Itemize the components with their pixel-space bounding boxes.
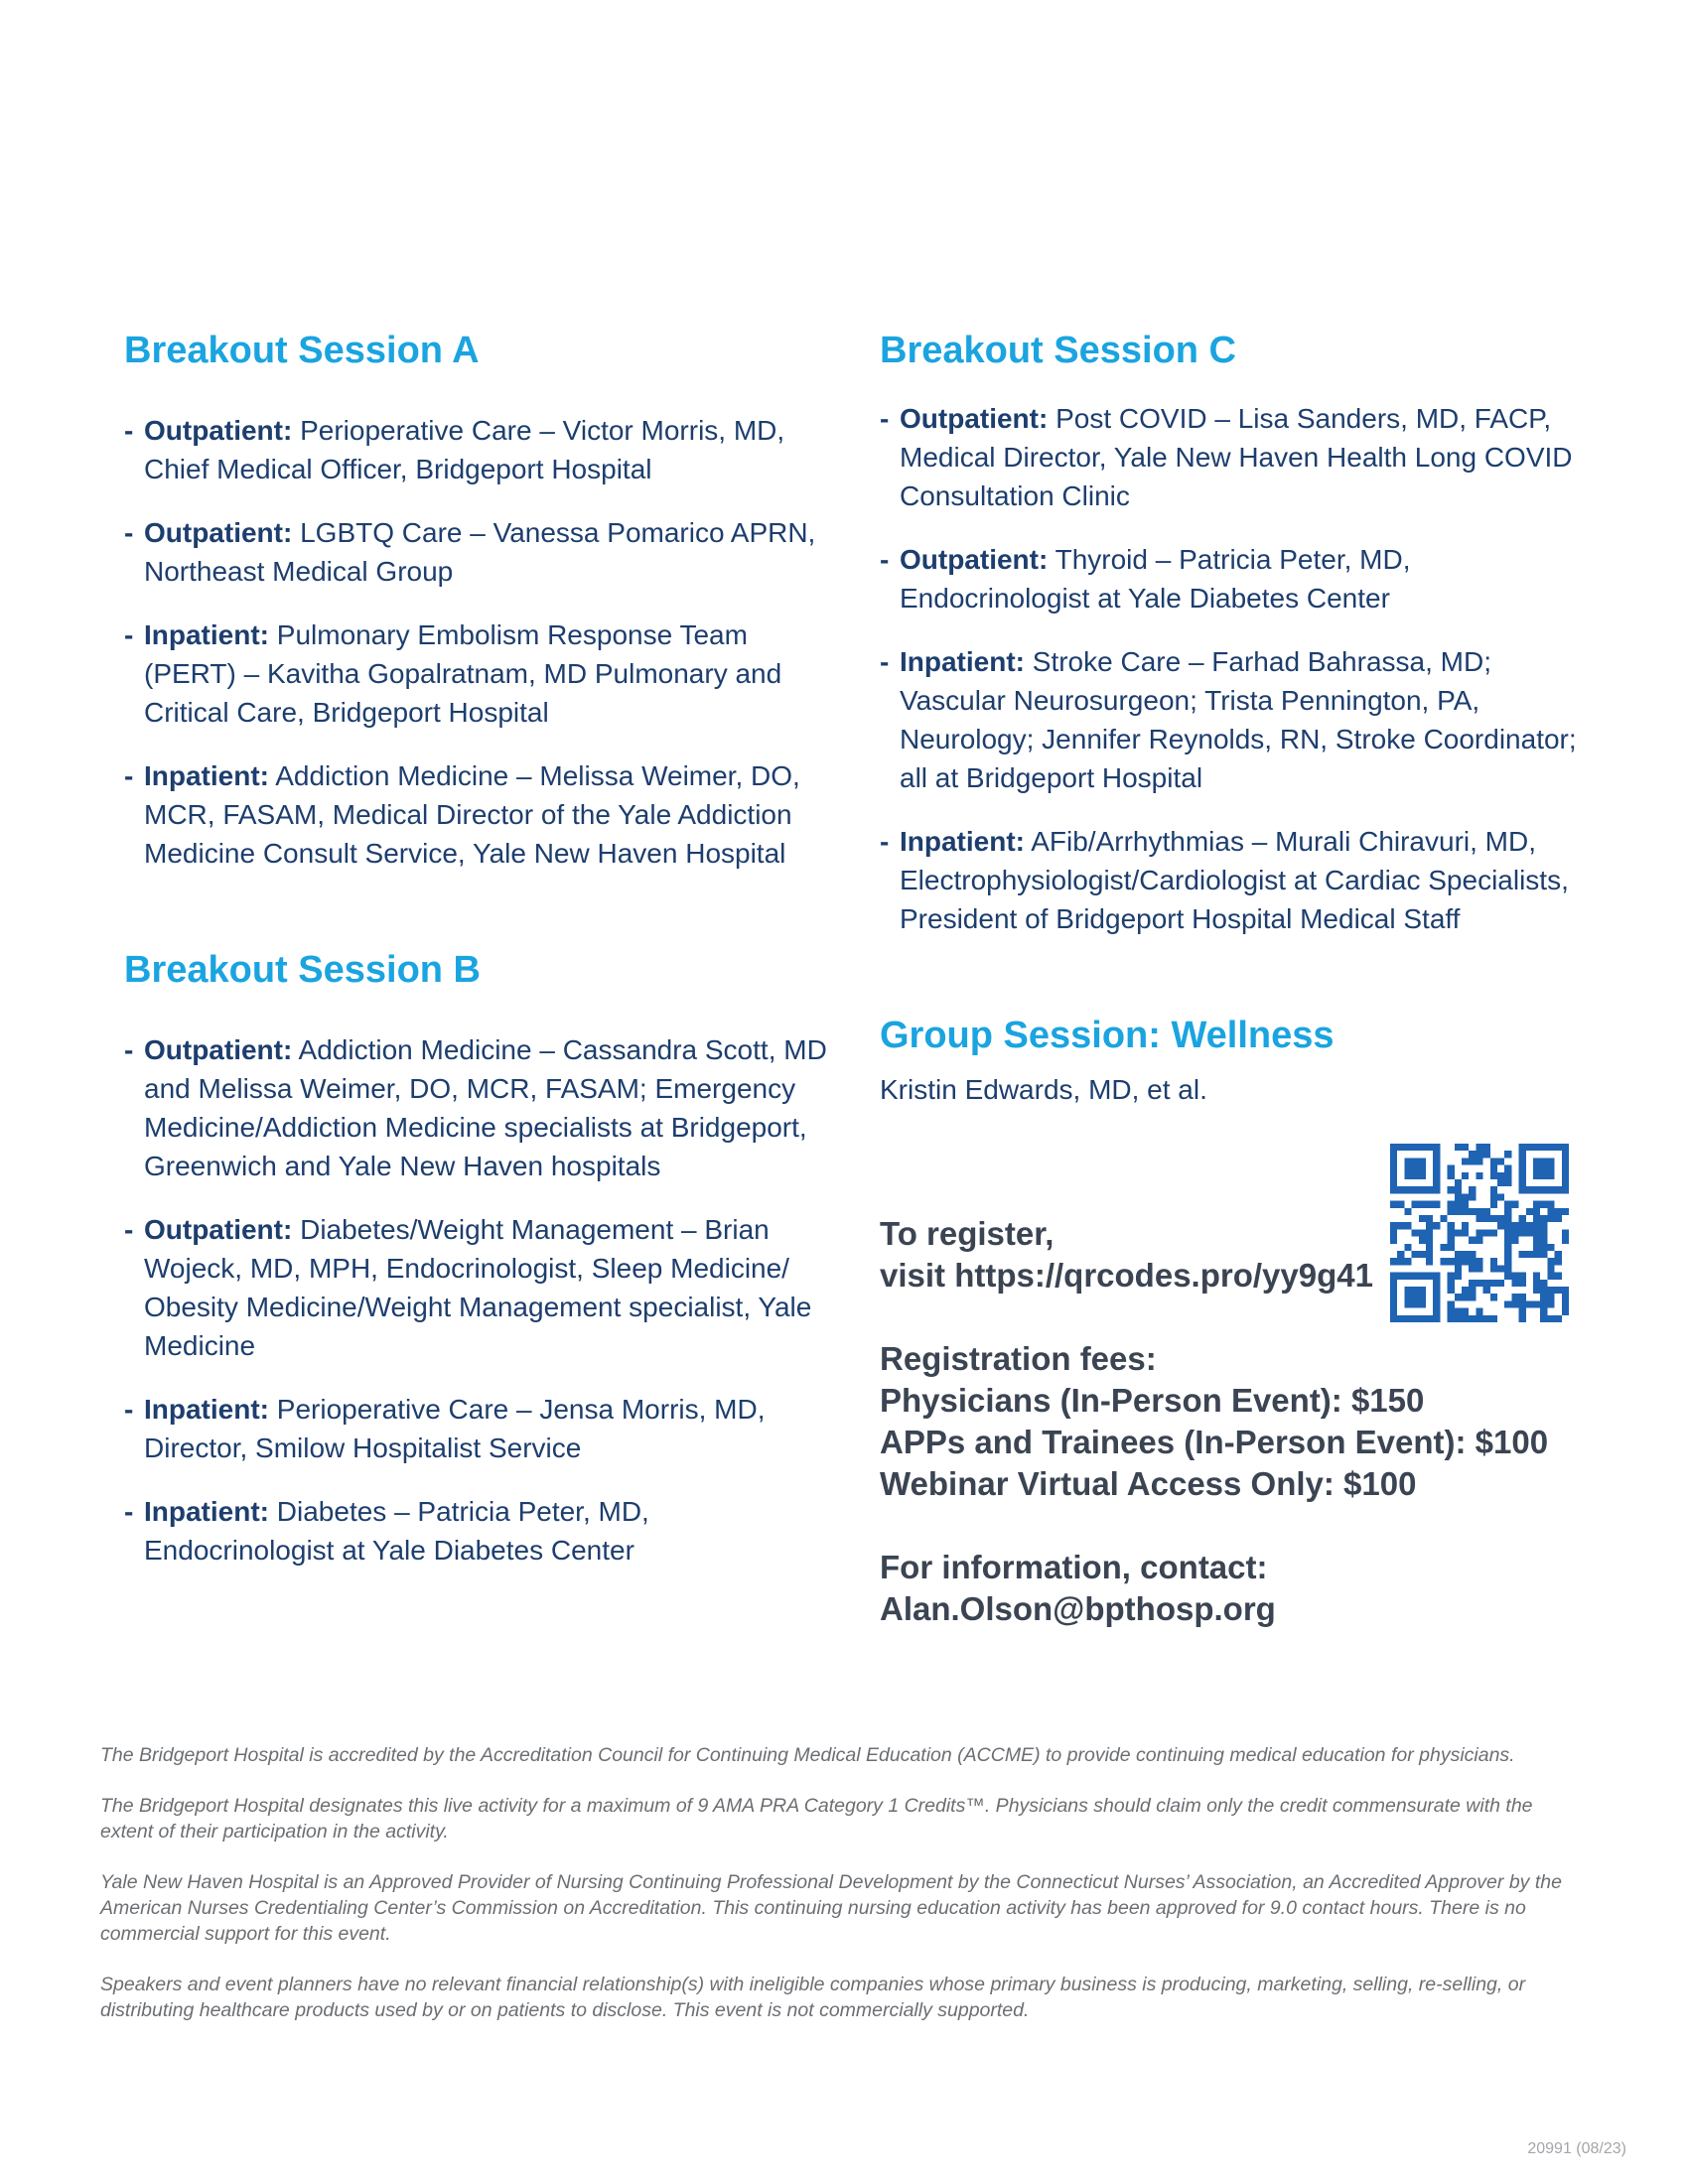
- list-item: [124, 1390, 839, 1467]
- breakout-session-c: [880, 328, 1595, 938]
- list-item: [124, 1210, 839, 1365]
- item-category: Inpatient:: [144, 760, 269, 791]
- register-url-link[interactable]: visit https://qrcodes.pro/yy9g41: [880, 1257, 1373, 1294]
- item-category: Outpatient:: [144, 1214, 293, 1245]
- item-category: Outpatient:: [900, 544, 1049, 575]
- disclaimer-paragraph: Speakers and event planners have no relevant financial relationship(s) with ineligible companies whose primary business is producing, marketing, selling, re-selling, or distributing healthcare products used by or on patients to disclose. This event is not commercially supported.: [100, 1974, 1526, 2021]
- session-a-list: [124, 411, 839, 873]
- list-item: [124, 1030, 839, 1185]
- list-item: [124, 411, 839, 488]
- item-text: LGBTQ Care – Vanessa Pomarico APRN, Northeast Medical Group: [144, 517, 816, 587]
- disclaimer-paragraph: The Bridgeport Hospital designates this live activity for a maximum of 9 AMA PRA Category 1 Credits™. Physicians should claim only the credit commensurate with the extent of their participation in the activity.: [100, 1795, 1533, 1843]
- list-item: [880, 399, 1595, 515]
- bullet-dash: -: [880, 544, 890, 575]
- item-category: Inpatient:: [144, 619, 269, 650]
- registration-fees: [880, 1338, 1595, 1505]
- register-line: To register,: [880, 1215, 1055, 1252]
- item-text: Stroke Care – Farhad Bahrassa, MD; Vascular Neurosurgeon; Trista Pennington, PA, Neurology; Jennifer Reynolds, RN, Stroke Coordinator; all at Bridgeport Hospital: [900, 646, 1577, 793]
- right-column: [880, 328, 1595, 1630]
- contact-block: [880, 1547, 1595, 1630]
- list-item: [124, 615, 839, 732]
- item-category: Outpatient:: [900, 403, 1049, 434]
- item-category: Outpatient:: [144, 517, 293, 548]
- fee-line: Webinar Virtual Access Only: $100: [880, 1465, 1417, 1502]
- session-b-list: [124, 1030, 839, 1570]
- item-text: Diabetes/Weight Management – Brian Wojeck, MD, MPH, Endocrinologist, Sleep Medicine/ Obesity Medicine/Weight Management specialist, Yale Medicine: [144, 1214, 812, 1361]
- fee-line: Physicians (In-Person Event): $150: [880, 1382, 1425, 1419]
- session-b-title: Breakout Session B: [124, 949, 481, 991]
- fee-line: APPs and Trainees (In-Person Event): $100: [880, 1424, 1549, 1460]
- accreditation-disclaimers: [100, 1742, 1590, 2048]
- item-text: Addiction Medicine – Melissa Weimer, DO, MCR, FASAM, Medical Director of the Yale Addiction Medicine Consult Service, Yale New Haven Hospital: [144, 760, 800, 869]
- qr-code-icon[interactable]: [1389, 1144, 1570, 1322]
- item-category: Inpatient:: [144, 1496, 269, 1527]
- bullet-dash: -: [124, 1394, 134, 1425]
- item-text: Perioperative Care – Victor Morris, MD, Chief Medical Officer, Bridgeport Hospital: [144, 415, 785, 484]
- item-category: Outpatient:: [144, 1034, 293, 1065]
- breakout-session-a: [124, 328, 839, 873]
- item-category: Inpatient:: [144, 1394, 269, 1425]
- session-a-title: Breakout Session A: [124, 330, 480, 371]
- item-text: AFib/Arrhythmias – Murali Chiravuri, MD, Electrophysiologist/Cardiologist at Cardiac Specialists, President of Bridgeport Hospital Medical Staff: [900, 826, 1569, 934]
- bullet-dash: -: [124, 619, 134, 650]
- fees-heading: Registration fees:: [880, 1340, 1157, 1377]
- group-session-title: Group Session: Wellness: [880, 1015, 1335, 1056]
- disclaimer-paragraph: Yale New Haven Hospital is an Approved Provider of Nursing Continuing Professional Development by the Connecticut Nurses’ Association, an Accredited Approver by the American Nurses Credentialing Center’s Commission on Accreditation. This continuing nursing education activity has been approved for 9.0 contact hours. There is no commercial support for this event.: [100, 1871, 1562, 1945]
- contact-heading: For information, contact:: [880, 1549, 1268, 1585]
- bullet-dash: -: [124, 1034, 134, 1065]
- item-category: Outpatient:: [144, 415, 293, 446]
- list-item: [880, 642, 1595, 797]
- item-text: Thyroid – Patricia Peter, MD, Endocrinologist at Yale Diabetes Center: [900, 544, 1411, 614]
- list-item: [880, 822, 1595, 938]
- bullet-dash: -: [880, 826, 890, 857]
- session-c-title: Breakout Session C: [880, 330, 1236, 371]
- list-item: [124, 1492, 839, 1570]
- group-session-speaker: Kristin Edwards, MD, et al.: [880, 1074, 1207, 1105]
- disclaimer-paragraph: The Bridgeport Hospital is accredited by the Accreditation Council for Continuing Medical Education (ACCME) to provide continuing medical education for physicians.: [100, 1744, 1515, 1766]
- bullet-dash: -: [880, 403, 890, 434]
- item-text: Post COVID – Lisa Sanders, MD, FACP, Medical Director, Yale New Haven Health Long COVID Consultation Clinic: [900, 403, 1573, 511]
- contact-email-link[interactable]: Alan.Olson@bpthosp.org: [880, 1590, 1276, 1627]
- item-text: Pulmonary Embolism Response Team (PERT) – Kavitha Gopalratnam, MD Pulmonary and Critical Care, Bridgeport Hospital: [144, 619, 782, 728]
- breakout-session-b: [124, 947, 839, 1570]
- document-code: 20991 (08/23): [1527, 2140, 1626, 2157]
- bullet-dash: -: [880, 646, 890, 677]
- group-session-wellness: [880, 1013, 1595, 1109]
- list-item: [124, 513, 839, 591]
- bullet-dash: -: [124, 1496, 134, 1527]
- bullet-dash: -: [124, 760, 134, 791]
- list-item: [124, 756, 839, 873]
- left-column: [124, 328, 839, 1594]
- bullet-dash: -: [124, 517, 134, 548]
- session-c-list: [880, 399, 1595, 938]
- item-text: Addiction Medicine – Cassandra Scott, MD and Melissa Weimer, DO, MCR, FASAM; Emergency Medicine/Addiction Medicine specialists at Bridgeport, Greenwich and Yale New Haven hospitals: [144, 1034, 827, 1181]
- bullet-dash: -: [124, 415, 134, 446]
- item-text: Perioperative Care – Jensa Morris, MD, Director, Smilow Hospitalist Service: [144, 1394, 766, 1463]
- list-item: [880, 540, 1595, 617]
- item-text: Diabetes – Patricia Peter, MD, Endocrinologist at Yale Diabetes Center: [144, 1496, 649, 1566]
- bullet-dash: -: [124, 1214, 134, 1245]
- item-category: Inpatient:: [900, 646, 1025, 677]
- item-category: Inpatient:: [900, 826, 1025, 857]
